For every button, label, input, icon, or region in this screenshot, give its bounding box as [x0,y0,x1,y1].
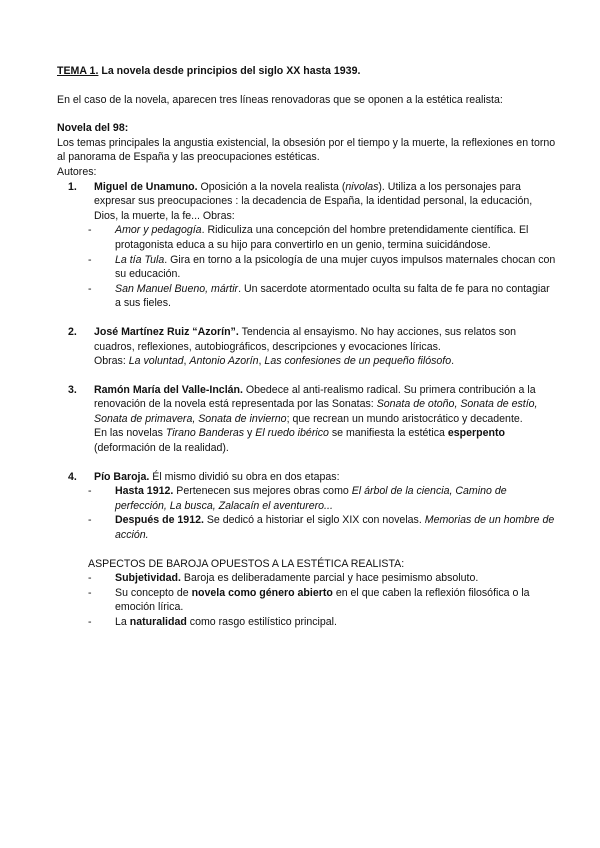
valle-novels [94,426,557,455]
aspect-item [57,615,557,630]
author-item-valle-inclan [57,383,557,456]
work-item [57,223,557,252]
work-text [115,253,557,282]
work-title: La voluntad [128,355,184,368]
work-title: Memorias de un hombre de acción. [115,514,555,542]
bullet-dash: - [88,514,92,527]
item-number: 2. [68,325,77,338]
bullet-dash: - [88,224,92,237]
text: . Gira en torno a la psicología de una mujer cuyos impulsos maternales chocan con su educación. [115,253,556,281]
text: Su concepto de [115,586,192,599]
work-item [57,253,557,282]
intro-paragraph: En el caso de la novela, aparecen tres líneas renovadoras que se oponen a la estética realista: [57,93,503,106]
text: Él mismo dividió su obra en dos etapas: [149,470,340,483]
aspect-item [57,586,557,615]
section-description: Los temas principales la angustia existencial, la obsesión por el tiempo y la muerte, la reflexiones en torno al panorama de España y las preocupaciones estéticas. [57,136,556,164]
text: Oposición a la novela realista ( [197,180,346,193]
author-name: Pío Baroja. [94,470,150,483]
work-title: Antonio Azorín [189,355,259,368]
azorin-works [94,354,557,369]
work-title: Amor y pedagogía [115,224,202,237]
stage-item [57,484,557,513]
author-item-unamuno [57,180,557,224]
text: (deformación de la realidad). [94,442,229,455]
work-title: El ruedo ibérico [255,427,329,440]
work-title: Las confesiones de un pequeño filósofo [264,355,452,368]
text: ; que recrean un mundo aristocrático y decadente. [286,412,523,425]
bullet-dash: - [88,253,92,266]
title-text: La novela desde principios del siglo XX hasta 1939. [98,65,361,77]
azorin-description [94,325,557,354]
text: Obedece al anti-realismo radical. Su primera contribución a la renovación de la novela está representada por las Sonatas: [94,383,536,411]
work-title: Sonata de otoño, Sonata de estío, Sonata de primavera, Sonata de invierno [94,398,538,425]
text: Se dedicó a historiar el siglo XIX con novelas. [203,514,425,527]
text: Pertenecen sus mejores obras como [173,485,352,498]
work-text [115,282,557,311]
item-number: 1. [68,180,77,193]
text: . [451,355,455,368]
aspects-heading: ASPECTOS DE BAROJA OPUESTOS A LA ESTÉTICA REALISTA: [88,557,405,570]
section-heading: Novela del 98: [57,122,129,135]
text: . Un sacerdote atormentado oculta su falta de fe para no contagiar a sus fieles. [115,282,550,310]
work-item [57,282,557,311]
stage-text [115,513,557,542]
aspect-term: naturalidad [129,616,187,628]
text: . Ridiculiza una concepción del hombre pretendidamente científica. El protagonista educa a su hijo para convertirlo en un genio, termina suicidándose. [115,224,529,251]
author-name: Ramón María del Valle-Inclán. [94,383,243,396]
author-item-azorin [57,325,557,369]
valle-description [94,383,557,427]
title-topic: TEMA 1. [57,65,99,77]
nivolas-term: nivolas [345,180,379,193]
text: Obras: [94,355,129,368]
author-item-baroja [57,470,557,485]
authors-label: Autores: [57,165,97,178]
text: Baroja es deliberadamente parcial y hace pesimismo absoluto. [180,572,479,585]
bullet-dash: - [88,616,92,628]
work-title: Tirano Banderas [165,427,245,440]
text: , [183,355,190,368]
text: , [258,355,265,368]
text: y [244,427,256,440]
item-number: 4. [68,470,77,483]
text: se manifiesta la estética [328,427,448,440]
author-name: Miguel de Unamuno. [94,180,198,193]
stage-label: Después de 1912. [115,514,204,527]
stage-item [57,513,557,542]
page-title [57,64,557,79]
stage-text [115,484,557,513]
author-name: José Martínez Ruiz “Azorín”. [94,325,239,338]
work-title: La tía Tula [115,253,165,266]
work-text [115,223,557,252]
work-title: El árbol de la ciencia, Camino de perfección, La busca, Zalacaín el aventurero... [115,485,507,512]
text: en el que caben la reflexión filosófica o la emoción lírica. [115,586,530,614]
aspect-text [115,571,557,586]
unamuno-description [94,180,557,224]
bullet-dash: - [88,485,92,498]
stage-label: Hasta 1912. [115,485,174,498]
text: Tendencia al ensayismo. No hay acciones, sus relatos son cuadros, reflexiones, autobiográficos, descripciones y evocaciones líricas. [94,325,516,353]
baroja-description [94,470,557,485]
text: como rasgo estilístico principal. [186,616,337,628]
document-content [57,64,557,630]
aspect-text [115,586,557,615]
aspect-text [115,615,557,630]
item-number: 3. [68,383,77,396]
bullet-dash: - [88,572,92,585]
aspect-term: Subjetividad. [115,572,181,585]
bullet-dash: - [88,282,92,295]
bullet-dash: - [88,586,92,599]
text: ). Utiliza a los personajes para expresar sus preocupaciones : la decadencia de España, la identidad personal, la educación, Dios, la muerte, la fe... Obras: [94,180,533,222]
aspect-item [57,571,557,586]
aspect-term: novela como género abierto [191,586,333,599]
text: La [115,616,130,628]
work-title: San Manuel Bueno, mártir [115,282,239,295]
esperpento-term: esperpento [447,427,505,440]
text: En las novelas [94,427,166,440]
